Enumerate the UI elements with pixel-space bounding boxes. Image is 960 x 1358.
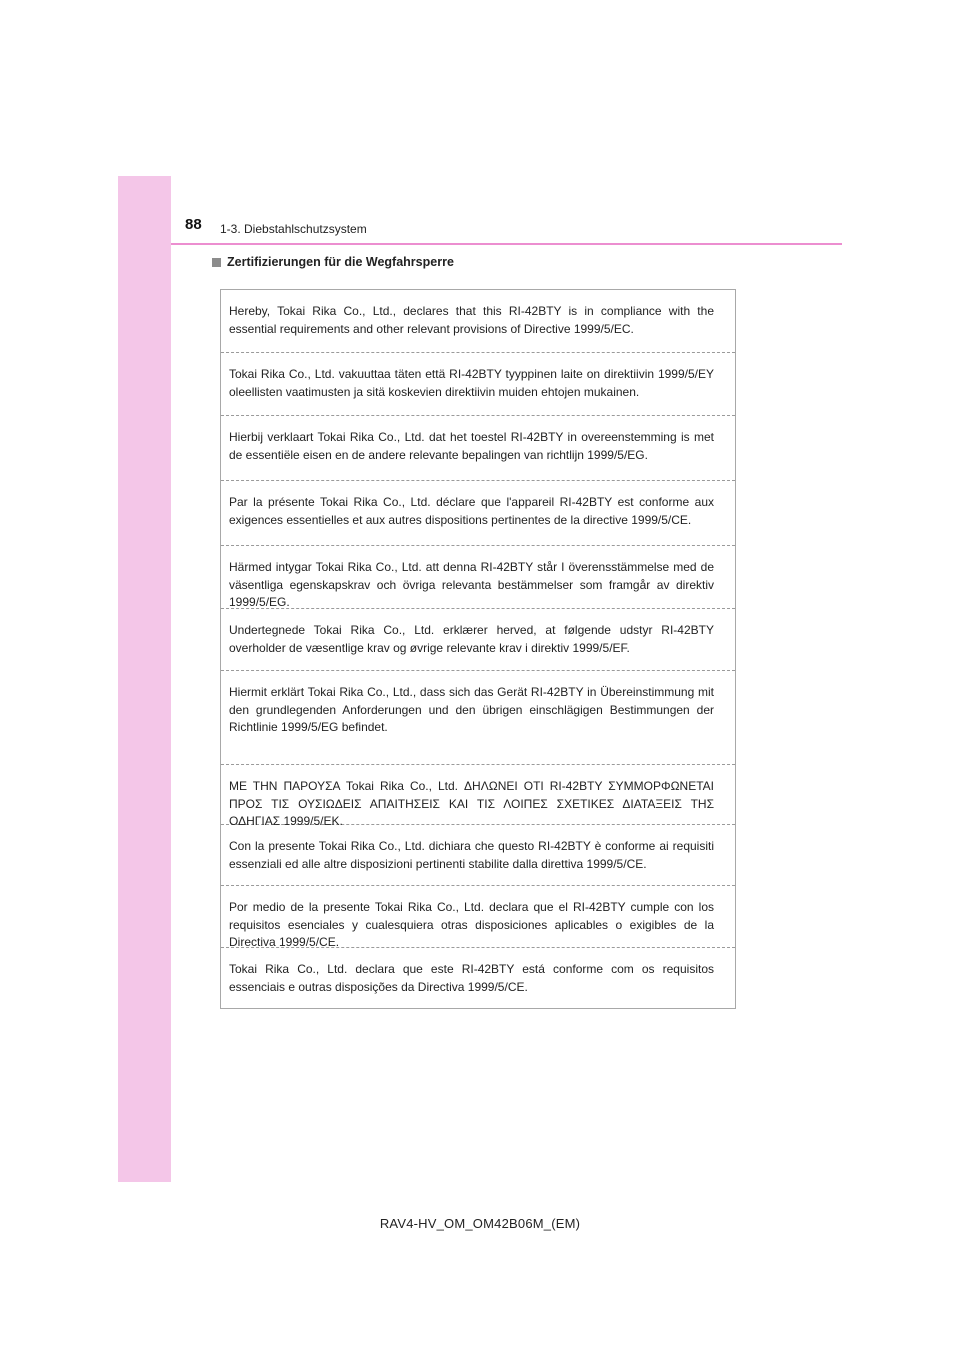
table-row — [221, 671, 735, 765]
table-row — [221, 353, 735, 416]
declaration-finnish: Tokai Rika Co., Ltd. vakuuttaa täten että RI-42BTY tyyppinen laite on direktiivin 1999/5/EY oleellisten vaatimusten ja sitä koskevien direktiivin muiden ehtojen mukainen. — [229, 367, 714, 399]
header-divider — [171, 243, 842, 245]
declaration-greek: ΜΕ ΤΗΝ ΠΑΡΟΥΣΑ Tokai Rika Co., Ltd. ΔΗΛΩΝΕΙ ΟΤΙ RI-42BTY ΣΥΜΜΟΡΦΩΝΕΤΑΙ ΠΡΟΣ ΤΙΣ ΟΥΣΙΩΔΕΙΣ ΑΠΑΙΤΗΣΕΙΣ ΚΑΙ ΤΙΣ ΛΟΙΠΕΣ ΣΧΕΤΙΚΕΣ ΔΙΑΤΑΞΕΙΣ ΤΗΣ ΟΔΗΓΙΑΣ 1999/5/ΕΚ. — [229, 779, 714, 829]
table-row — [221, 825, 735, 886]
table-row — [221, 416, 735, 481]
declaration-english: Hereby, Tokai Rika Co., Ltd., declares that this RI-42BTY is in compliance with the essential requirements and other relevant provisions of Directive 1999/5/EC. — [229, 304, 714, 336]
declaration-danish: Undertegnede Tokai Rika Co., Ltd. erklærer herved, at følgende udstyr RI-42BTY overholder de væsentlige krav og øvrige relevante krav i direktiv 1999/5/EF. — [229, 623, 714, 655]
declaration-italian: Con la presente Tokai Rika Co., Ltd. dichiara che questo RI-42BTY è conforme ai requisiti essenziali ed alle altre disposizioni pertinenti stabilite dalla direttiva 1999/5/CE. — [229, 839, 714, 871]
table-row — [221, 886, 735, 948]
declaration-swedish: Härmed intygar Tokai Rika Co., Ltd. att denna RI-42BTY står I överensstämmelse med de väsentliga egenskapskrav och övriga relevanta bestämmelser som framgår av direktiv 1999/5/EG. — [229, 560, 714, 610]
section-heading — [212, 255, 454, 269]
document-code: RAV4-HV_OM_OM42B06M_(EM) — [379, 1216, 581, 1231]
table-row — [221, 481, 735, 546]
declaration-spanish: Por medio de la presente Tokai Rika Co., Ltd. declara que el RI-42BTY cumple con los requisitos esenciales y cualesquiera otras disposiciones aplicables o exigibles de la Directiva 1999/5/CE. — [229, 900, 714, 950]
declaration-german: Hiermit erklärt Tokai Rika Co., Ltd., dass sich das Gerät RI-42BTY in Übereinstimmung mit den grundlegenden Anforderungen und den übrigen einschlägigen Bestimmungen der Richtlinie 1999/5/EG befindet. — [229, 685, 714, 735]
declaration-french: Par la présente Tokai Rika Co., Ltd. déclare que l'appareil RI-42BTY est conforme aux exigences essentielles et aux autres dispositions pertinentes de la directive 1999/5/CE. — [229, 495, 714, 527]
square-bullet-icon — [212, 258, 221, 267]
section-heading-text: Zertifizierungen für die Wegfahrsperre — [227, 255, 454, 269]
table-row — [221, 609, 735, 671]
table-row — [221, 546, 735, 609]
declarations-table — [220, 289, 736, 1009]
table-row — [221, 948, 735, 1008]
table-row — [221, 765, 735, 829]
declaration-portuguese: Tokai Rika Co., Ltd. declara que este RI-42BTY está conforme com os requisitos essenciais e outras disposições da Directiva 1999/5/CE. — [229, 962, 714, 994]
table-row — [221, 290, 735, 353]
chapter-sidebar-tab — [118, 176, 171, 1182]
page-number: 88 — [185, 216, 202, 233]
declaration-dutch: Hierbij verklaart Tokai Rika Co., Ltd. dat het toestel RI-42BTY in overeenstemming is met de essentiële eisen en de andere relevante bepalingen van richtlijn 1999/5/EG. — [229, 430, 714, 462]
chapter-title: 1-3. Diebstahlschutzsystem — [220, 222, 367, 236]
